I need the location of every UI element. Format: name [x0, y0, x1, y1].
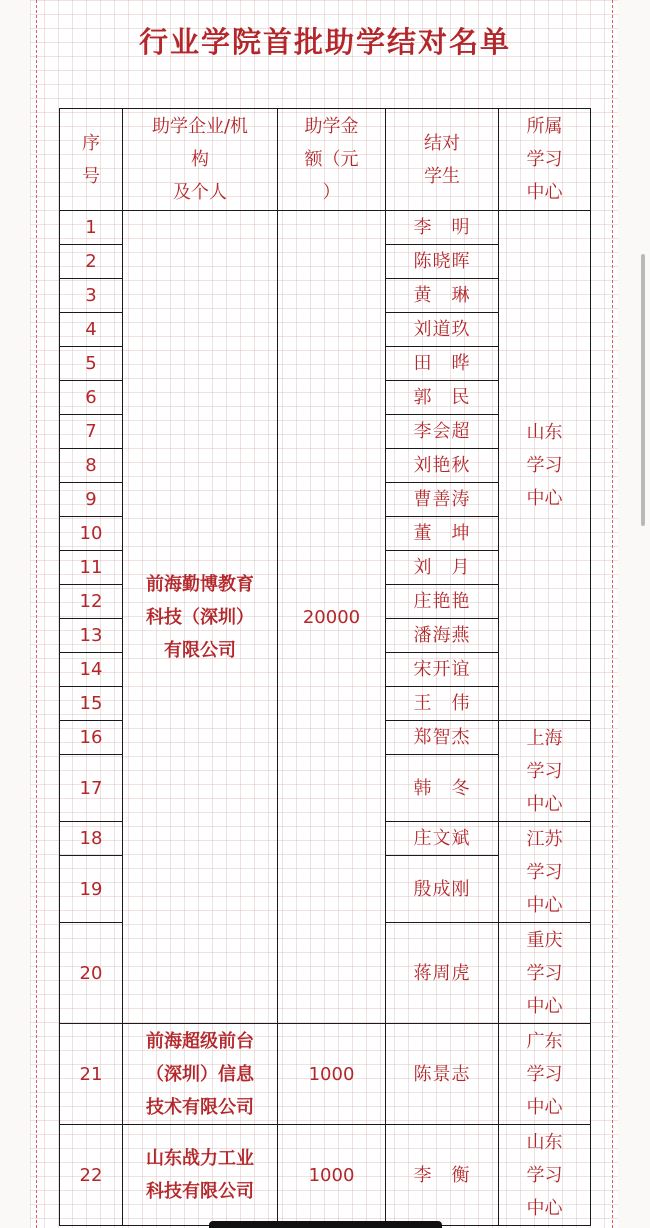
student-cell: 庄艳艳	[386, 585, 499, 619]
seq-cell: 14	[60, 653, 123, 687]
amount-cell: 20000	[278, 211, 386, 1024]
student-cell: 庄文斌	[386, 822, 499, 856]
seq-cell: 13	[60, 619, 123, 653]
table-row	[60, 1125, 591, 1226]
amount-cell: 1000	[278, 1125, 386, 1226]
seq-cell: 1	[60, 211, 123, 245]
seq-cell: 9	[60, 483, 123, 517]
page-title: 行业学院首批助学结对名单	[138, 25, 511, 59]
seq-cell: 19	[60, 856, 123, 923]
student-cell: 潘海燕	[386, 619, 499, 653]
seq-cell: 16	[60, 721, 123, 755]
header-student: 结对 学生	[386, 109, 499, 211]
seq-cell: 22	[60, 1125, 123, 1226]
scrollbar-thumb[interactable]	[641, 254, 645, 526]
seq-cell: 17	[60, 755, 123, 822]
left-dashed-border	[36, 0, 37, 1228]
home-indicator[interactable]	[209, 1221, 442, 1228]
student-cell: 王 伟	[386, 687, 499, 721]
seq-cell: 20	[60, 923, 123, 1024]
right-dashed-border	[612, 0, 613, 1228]
seq-cell: 21	[60, 1024, 123, 1125]
seq-cell: 5	[60, 347, 123, 381]
student-cell: 刘艳秋	[386, 449, 499, 483]
student-cell: 宋开谊	[386, 653, 499, 687]
student-cell: 李 明	[386, 211, 499, 245]
student-cell: 刘 月	[386, 551, 499, 585]
student-cell: 蒋周虎	[386, 923, 499, 1024]
donor-cell: 山东战力工业 科技有限公司	[123, 1125, 278, 1226]
seq-cell: 18	[60, 822, 123, 856]
donor-cell: 前海勤博教育 科技（深圳） 有限公司	[123, 211, 278, 1024]
seq-cell: 12	[60, 585, 123, 619]
seq-cell: 4	[60, 313, 123, 347]
student-cell: 李 衡	[386, 1125, 499, 1226]
table-row	[60, 1024, 591, 1125]
amount-cell: 1000	[278, 1024, 386, 1125]
student-cell: 田 晔	[386, 347, 499, 381]
student-cell: 郑智杰	[386, 721, 499, 755]
student-cell: 董 坤	[386, 517, 499, 551]
seq-cell: 10	[60, 517, 123, 551]
student-cell: 郭 民	[386, 381, 499, 415]
center-cell: 山东 学习 中心	[499, 211, 591, 721]
student-cell: 韩 冬	[386, 755, 499, 822]
student-cell: 殷成刚	[386, 856, 499, 923]
center-cell: 重庆 学习 中心	[499, 923, 591, 1024]
center-cell: 广东 学习 中心	[499, 1024, 591, 1125]
student-cell: 陈景志	[386, 1024, 499, 1125]
header-donor: 助学企业/机 构 及个人	[123, 109, 278, 211]
seq-cell: 3	[60, 279, 123, 313]
student-cell: 黄 琳	[386, 279, 499, 313]
seq-cell: 8	[60, 449, 123, 483]
seq-cell: 15	[60, 687, 123, 721]
seq-cell: 11	[60, 551, 123, 585]
center-cell: 江苏 学习 中心	[499, 822, 591, 923]
header-center: 所属 学习 中心	[499, 109, 591, 211]
center-cell: 上海 学习 中心	[499, 721, 591, 822]
student-cell: 李会超	[386, 415, 499, 449]
seq-cell: 6	[60, 381, 123, 415]
seq-cell: 7	[60, 415, 123, 449]
center-cell: 山东 学习 中心	[499, 1125, 591, 1226]
table-row	[60, 211, 591, 245]
table-header-row	[60, 109, 591, 211]
student-cell: 刘道玖	[386, 313, 499, 347]
header-seq: 序 号	[60, 109, 123, 211]
donor-cell: 前海超级前台 （深圳）信息 技术有限公司	[123, 1024, 278, 1125]
student-cell: 曹善涛	[386, 483, 499, 517]
seq-cell: 2	[60, 245, 123, 279]
pairing-table	[59, 108, 591, 1226]
header-amount: 助学金 额（元 ）	[278, 109, 386, 211]
student-cell: 陈晓晖	[386, 245, 499, 279]
